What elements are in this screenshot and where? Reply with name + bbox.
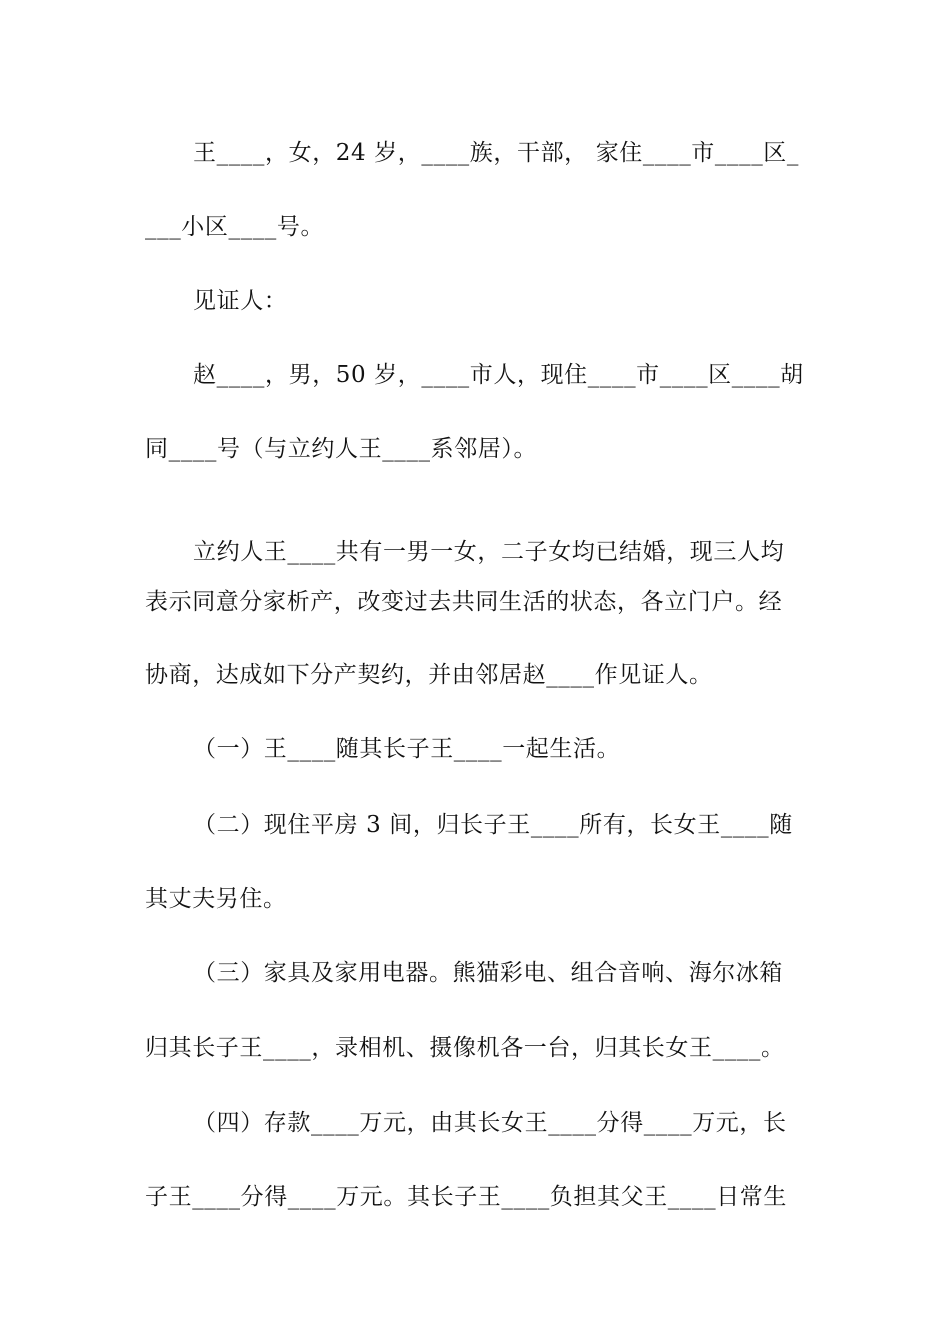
text-line-8: 协商，达成如下分产契约，并由邻居赵____作见证人。 — [145, 662, 713, 688]
clause-3: （三）家具及家用电器。熊猫彩电、组合音响、海尔冰箱 — [193, 960, 783, 986]
text-line-2: ___小区____号。 — [145, 214, 325, 240]
text-line-6: 立约人王____共有一男一女，二子女均已结婚，现三人均 — [193, 539, 785, 565]
text-line-7: 表示同意分家析产，改变过去共同生活的状态，各立门户。经 — [145, 589, 783, 615]
text-line-11: 其丈夫另住。 — [145, 886, 287, 912]
clause-1: （一）王____随其长子王____一起生活。 — [193, 736, 621, 762]
witness-heading: 见证人： — [193, 288, 288, 314]
text-line-5: 同____号（与立约人王____系邻居）。 — [145, 436, 538, 462]
text-line-1: 王____，女，24 岁，____族，干部， 家住____市____区_ — [193, 140, 799, 166]
text-line-15: 子王____分得____万元。其长子王____负担其父王____日常生 — [145, 1184, 787, 1210]
text-line-13: 归其长子王____，录相机、摄像机各一台，归其长女王____。 — [145, 1035, 785, 1061]
clause-2: （二）现住平房 3 间，归长子王____所有，长女王____随 — [193, 812, 793, 838]
clause-4: （四）存款____万元，由其长女王____分得____万元，长 — [193, 1110, 787, 1136]
text-line-4: 赵____，男，50 岁，____市人，现住____市____区____胡 — [193, 362, 804, 388]
